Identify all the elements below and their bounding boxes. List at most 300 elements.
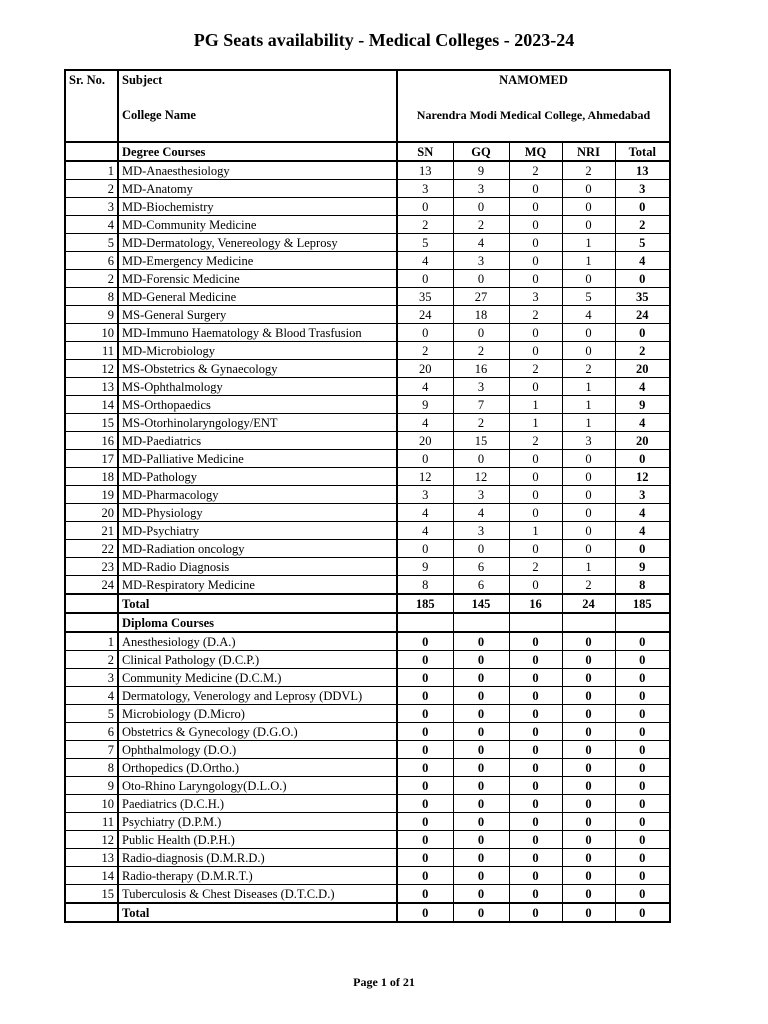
row-sr-no: 5 (65, 234, 118, 252)
row-sr-no: 23 (65, 558, 118, 576)
row-sr-no: 10 (65, 324, 118, 342)
table-row (65, 288, 670, 306)
seat-count-cell: 0 (509, 741, 562, 759)
seat-count-cell: 0 (615, 198, 670, 216)
seat-count-cell: 4 (562, 306, 615, 324)
seat-count-cell: 0 (509, 450, 562, 468)
seat-count-cell: 0 (615, 777, 670, 795)
seat-count-cell: 0 (509, 468, 562, 486)
row-sr-no: 3 (65, 669, 118, 687)
total-cell: 185 (615, 594, 670, 613)
seat-count-cell: 3 (453, 252, 509, 270)
seat-count-cell: 18 (453, 306, 509, 324)
table-row (65, 687, 670, 705)
table-row (65, 723, 670, 741)
seat-count-cell: 3 (453, 378, 509, 396)
seat-count-cell: 35 (397, 288, 453, 306)
row-sr-no: 20 (65, 504, 118, 522)
row-course-name: MD-Physiology (118, 504, 397, 522)
seat-count-cell: 0 (509, 540, 562, 558)
seat-count-cell: 0 (615, 723, 670, 741)
seat-count-cell: 0 (453, 759, 509, 777)
seat-count-cell: 0 (562, 885, 615, 904)
seat-count-cell: 0 (509, 180, 562, 198)
row-sr-no: 15 (65, 414, 118, 432)
seat-count-cell: 9 (615, 558, 670, 576)
seat-count-cell: 0 (509, 723, 562, 741)
table-row (65, 705, 670, 723)
seat-count-cell: 5 (615, 234, 670, 252)
seat-count-cell: 2 (615, 342, 670, 360)
seat-count-cell: 0 (397, 831, 453, 849)
seat-count-cell: 0 (397, 687, 453, 705)
seat-count-cell: 0 (509, 632, 562, 651)
table-row (65, 795, 670, 813)
row-course-name: Ophthalmology (D.O.) (118, 741, 397, 759)
seat-count-cell: 0 (453, 723, 509, 741)
seat-count-cell: 3 (615, 486, 670, 504)
row-sr-no: 5 (65, 705, 118, 723)
seat-count-cell: 0 (397, 669, 453, 687)
seat-count-cell: 0 (562, 831, 615, 849)
row-sr-no: 3 (65, 198, 118, 216)
seat-count-cell: 0 (615, 450, 670, 468)
seat-count-cell: 0 (453, 669, 509, 687)
seat-count-cell: 2 (509, 558, 562, 576)
seat-count-cell: 0 (615, 831, 670, 849)
institute-code: NAMOMED (397, 70, 670, 89)
seat-count-cell: 0 (509, 576, 562, 595)
seat-count-cell: 0 (562, 632, 615, 651)
seat-count-cell: 0 (397, 777, 453, 795)
row-course-name: MD-General Medicine (118, 288, 397, 306)
seat-count-cell: 4 (615, 252, 670, 270)
seat-count-cell: 0 (562, 216, 615, 234)
table-row (65, 180, 670, 198)
seat-count-cell: 0 (509, 849, 562, 867)
row-sr-no: 15 (65, 885, 118, 904)
row-course-name: MD-Anaesthesiology (118, 161, 397, 180)
seat-count-cell: 9 (397, 558, 453, 576)
seat-count-cell: 0 (562, 687, 615, 705)
seat-count-cell: 6 (453, 558, 509, 576)
row-course-name: Public Health (D.P.H.) (118, 831, 397, 849)
seat-count-cell: 0 (562, 759, 615, 777)
diploma-total-row (65, 903, 670, 922)
blank-cell (562, 613, 615, 632)
row-course-name: MD-Palliative Medicine (118, 450, 397, 468)
diploma-section-label: Diploma Courses (118, 613, 397, 632)
table-row (65, 651, 670, 669)
table-row (65, 486, 670, 504)
seat-count-cell: 4 (615, 522, 670, 540)
row-sr-no: 4 (65, 687, 118, 705)
row-course-name: Microbiology (D.Micro) (118, 705, 397, 723)
seat-count-cell: 0 (562, 705, 615, 723)
seat-count-cell: 1 (562, 414, 615, 432)
row-sr-no: 13 (65, 378, 118, 396)
table-row (65, 759, 670, 777)
row-course-name: MS-Orthopaedics (118, 396, 397, 414)
seat-count-cell: 4 (615, 378, 670, 396)
seat-count-cell: 2 (453, 216, 509, 234)
college-name-label: College Name (118, 89, 397, 142)
seat-count-cell: 0 (615, 540, 670, 558)
seat-count-cell: 2 (615, 216, 670, 234)
row-course-name: Anesthesiology (D.A.) (118, 632, 397, 651)
seat-count-cell: 0 (509, 813, 562, 831)
seat-count-cell: 0 (509, 759, 562, 777)
column-header: SN (397, 142, 453, 161)
seat-count-cell: 0 (397, 795, 453, 813)
seat-count-cell: 3 (509, 288, 562, 306)
seat-count-cell: 0 (453, 885, 509, 904)
seat-count-cell: 4 (397, 522, 453, 540)
seat-count-cell: 2 (397, 216, 453, 234)
seat-count-cell: 9 (453, 161, 509, 180)
table-row (65, 849, 670, 867)
row-course-name: Community Medicine (D.C.M.) (118, 669, 397, 687)
seat-count-cell: 0 (615, 759, 670, 777)
row-course-name: Dermatology, Venerology and Leprosy (DDVL) (118, 687, 397, 705)
seat-count-cell: 0 (509, 252, 562, 270)
seat-count-cell: 0 (453, 741, 509, 759)
row-sr-no: 2 (65, 651, 118, 669)
table-row (65, 669, 670, 687)
seat-count-cell: 0 (562, 198, 615, 216)
seat-count-cell: 0 (509, 234, 562, 252)
seat-count-cell: 1 (509, 522, 562, 540)
seat-count-cell: 9 (397, 396, 453, 414)
seat-count-cell: 0 (453, 813, 509, 831)
row-course-name: MD-Pathology (118, 468, 397, 486)
seat-count-cell: 0 (397, 885, 453, 904)
table-row (65, 813, 670, 831)
seat-count-cell: 0 (509, 831, 562, 849)
seat-count-cell: 0 (453, 831, 509, 849)
seat-count-cell: 20 (615, 360, 670, 378)
row-sr-no: 22 (65, 540, 118, 558)
seat-count-cell: 2 (453, 342, 509, 360)
seat-count-cell: 0 (453, 540, 509, 558)
table-row (65, 414, 670, 432)
row-course-name: MD-Community Medicine (118, 216, 397, 234)
degree-total-row (65, 594, 670, 613)
seat-count-cell: 2 (562, 360, 615, 378)
seat-count-cell: 20 (615, 432, 670, 450)
seat-count-cell: 0 (509, 504, 562, 522)
seat-count-cell: 0 (562, 651, 615, 669)
seat-count-cell: 0 (397, 723, 453, 741)
table-row (65, 831, 670, 849)
total-cell: 16 (509, 594, 562, 613)
seat-count-cell: 0 (615, 849, 670, 867)
seat-count-cell: 0 (509, 795, 562, 813)
seat-count-cell: 0 (562, 324, 615, 342)
row-course-name: MD-Paediatrics (118, 432, 397, 450)
seat-count-cell: 2 (509, 161, 562, 180)
table-row (65, 885, 670, 904)
seat-count-cell: 3 (453, 180, 509, 198)
seat-count-cell: 24 (615, 306, 670, 324)
row-sr-no: 4 (65, 216, 118, 234)
seat-count-cell: 0 (509, 885, 562, 904)
blank-cell (65, 594, 118, 613)
row-sr-no: 16 (65, 432, 118, 450)
seat-count-cell: 0 (453, 632, 509, 651)
seat-count-cell: 0 (397, 651, 453, 669)
seat-count-cell: 4 (615, 414, 670, 432)
seat-count-cell: 5 (562, 288, 615, 306)
seat-count-cell: 1 (509, 396, 562, 414)
table-row (65, 504, 670, 522)
row-course-name: Orthopedics (D.Ortho.) (118, 759, 397, 777)
table-row (65, 378, 670, 396)
blank-cell (65, 142, 118, 161)
table-row (65, 324, 670, 342)
row-course-name: MS-Obstetrics & Gynaecology (118, 360, 397, 378)
blank-cell (453, 613, 509, 632)
row-course-name: Paediatrics (D.C.H.) (118, 795, 397, 813)
row-sr-no: 24 (65, 576, 118, 595)
seat-count-cell: 0 (562, 486, 615, 504)
row-sr-no: 9 (65, 777, 118, 795)
seat-count-cell: 13 (397, 161, 453, 180)
seat-count-cell: 0 (562, 450, 615, 468)
table-row (65, 306, 670, 324)
seat-count-cell: 2 (453, 414, 509, 432)
seat-count-cell: 0 (509, 486, 562, 504)
seat-count-cell: 35 (615, 288, 670, 306)
seat-count-cell: 2 (509, 360, 562, 378)
seat-count-cell: 0 (453, 849, 509, 867)
seat-count-cell: 2 (562, 576, 615, 595)
seat-count-cell: 0 (509, 324, 562, 342)
seat-count-cell: 1 (562, 378, 615, 396)
blank-cell (65, 89, 118, 142)
seat-count-cell: 12 (397, 468, 453, 486)
seat-count-cell: 0 (453, 687, 509, 705)
row-course-name: MD-Respiratory Medicine (118, 576, 397, 595)
seat-count-cell: 0 (453, 198, 509, 216)
seat-count-cell: 0 (397, 324, 453, 342)
table-row (65, 867, 670, 885)
page-footer: Page 1 of 21 (353, 975, 415, 989)
blank-cell (615, 613, 670, 632)
row-sr-no: 6 (65, 723, 118, 741)
seat-count-cell: 0 (509, 669, 562, 687)
blank-cell (509, 613, 562, 632)
seat-count-cell: 0 (615, 632, 670, 651)
row-course-name: MD-Anatomy (118, 180, 397, 198)
seat-count-cell: 0 (615, 324, 670, 342)
row-sr-no: 10 (65, 795, 118, 813)
seat-count-cell: 0 (509, 198, 562, 216)
table-row (65, 198, 670, 216)
seat-count-cell: 0 (562, 270, 615, 288)
seats-table (64, 69, 671, 923)
table-row (65, 270, 670, 288)
blank-cell (65, 613, 118, 632)
seat-count-cell: 0 (562, 504, 615, 522)
row-sr-no: 11 (65, 342, 118, 360)
seat-count-cell: 0 (453, 705, 509, 723)
row-course-name: Psychiatry (D.P.M.) (118, 813, 397, 831)
seat-count-cell: 3 (397, 180, 453, 198)
seat-count-cell: 0 (562, 342, 615, 360)
seat-count-cell: 13 (615, 161, 670, 180)
seat-count-cell: 0 (562, 540, 615, 558)
row-course-name: MS-Ophthalmology (118, 378, 397, 396)
seat-count-cell: 4 (453, 504, 509, 522)
row-course-name: Clinical Pathology (D.C.P.) (118, 651, 397, 669)
seat-count-cell: 4 (397, 504, 453, 522)
seat-count-cell: 0 (615, 687, 670, 705)
seat-count-cell: 0 (453, 450, 509, 468)
seat-count-cell: 0 (615, 813, 670, 831)
row-sr-no: 2 (65, 180, 118, 198)
seat-count-cell: 0 (562, 522, 615, 540)
seat-count-cell: 0 (562, 777, 615, 795)
seat-count-cell: 1 (562, 396, 615, 414)
row-course-name: MD-Radiation oncology (118, 540, 397, 558)
seat-count-cell: 3 (615, 180, 670, 198)
seat-count-cell: 0 (562, 741, 615, 759)
seat-count-cell: 0 (615, 705, 670, 723)
degree-section-row (65, 142, 670, 161)
seat-count-cell: 0 (562, 669, 615, 687)
subject-header: Subject (118, 70, 397, 89)
seat-count-cell: 0 (509, 777, 562, 795)
table-row (65, 342, 670, 360)
seat-count-cell: 0 (453, 651, 509, 669)
total-cell: 185 (397, 594, 453, 613)
seat-count-cell: 0 (397, 705, 453, 723)
total-label: Total (118, 594, 397, 613)
seat-count-cell: 0 (397, 759, 453, 777)
seat-count-cell: 3 (562, 432, 615, 450)
column-header: MQ (509, 142, 562, 161)
seat-count-cell: 0 (397, 849, 453, 867)
seat-count-cell: 4 (615, 504, 670, 522)
table-row (65, 234, 670, 252)
seat-count-cell: 0 (397, 450, 453, 468)
row-course-name: Obstetrics & Gynecology (D.G.O.) (118, 723, 397, 741)
row-course-name: MD-Emergency Medicine (118, 252, 397, 270)
seat-count-cell: 4 (397, 378, 453, 396)
row-sr-no: 14 (65, 396, 118, 414)
row-sr-no: 18 (65, 468, 118, 486)
row-sr-no: 8 (65, 759, 118, 777)
seat-count-cell: 16 (453, 360, 509, 378)
row-sr-no: 1 (65, 632, 118, 651)
seat-count-cell: 5 (397, 234, 453, 252)
seat-count-cell: 0 (509, 342, 562, 360)
table-row (65, 450, 670, 468)
seat-count-cell: 0 (509, 651, 562, 669)
seat-count-cell: 1 (562, 558, 615, 576)
seat-count-cell: 2 (397, 342, 453, 360)
seat-count-cell: 8 (615, 576, 670, 595)
seat-count-cell: 0 (509, 687, 562, 705)
total-cell: 0 (453, 903, 509, 922)
seat-count-cell: 0 (615, 651, 670, 669)
seat-count-cell: 24 (397, 306, 453, 324)
row-course-name: Radio-therapy (D.M.R.T.) (118, 867, 397, 885)
table-row (65, 216, 670, 234)
seat-count-cell: 0 (453, 324, 509, 342)
seat-count-cell: 0 (615, 270, 670, 288)
total-cell: 0 (509, 903, 562, 922)
table-row (65, 558, 670, 576)
seat-count-cell: 0 (397, 867, 453, 885)
row-course-name: MS-Otorhinolaryngology/ENT (118, 414, 397, 432)
table-row (65, 161, 670, 180)
row-course-name: MD-Microbiology (118, 342, 397, 360)
table-row (65, 252, 670, 270)
table-row (65, 522, 670, 540)
row-course-name: MS-General Surgery (118, 306, 397, 324)
seat-count-cell: 0 (453, 270, 509, 288)
row-sr-no: 9 (65, 306, 118, 324)
row-sr-no: 1 (65, 161, 118, 180)
seat-count-cell: 0 (509, 378, 562, 396)
blank-cell (397, 613, 453, 632)
seat-count-cell: 0 (562, 795, 615, 813)
row-sr-no: 13 (65, 849, 118, 867)
table-row (65, 360, 670, 378)
seat-count-cell: 0 (615, 669, 670, 687)
row-sr-no: 14 (65, 867, 118, 885)
row-course-name: MD-Forensic Medicine (118, 270, 397, 288)
seat-count-cell: 0 (397, 198, 453, 216)
table-row (65, 777, 670, 795)
seat-count-cell: 2 (509, 306, 562, 324)
table-row (65, 432, 670, 450)
seat-count-cell: 0 (509, 216, 562, 234)
row-course-name: MD-Immuno Haematology & Blood Trasfusion (118, 324, 397, 342)
seat-count-cell: 12 (615, 468, 670, 486)
seat-count-cell: 0 (562, 468, 615, 486)
seat-count-cell: 0 (615, 795, 670, 813)
seat-count-cell: 0 (509, 270, 562, 288)
seat-count-cell: 1 (562, 234, 615, 252)
seat-count-cell: 12 (453, 468, 509, 486)
row-course-name: MD-Radio Diagnosis (118, 558, 397, 576)
row-course-name: MD-Pharmacology (118, 486, 397, 504)
row-sr-no: 11 (65, 813, 118, 831)
table-row (65, 576, 670, 595)
row-sr-no: 7 (65, 741, 118, 759)
seat-count-cell: 0 (397, 632, 453, 651)
seat-count-cell: 20 (397, 432, 453, 450)
seat-count-cell: 0 (397, 540, 453, 558)
row-sr-no: 8 (65, 288, 118, 306)
seat-count-cell: 0 (615, 741, 670, 759)
row-sr-no: 2 (65, 270, 118, 288)
column-header: Total (615, 142, 670, 161)
seat-count-cell: 0 (562, 849, 615, 867)
seat-count-cell: 2 (509, 432, 562, 450)
seat-count-cell: 0 (509, 705, 562, 723)
seat-count-cell: 9 (615, 396, 670, 414)
degree-section-label: Degree Courses (118, 142, 397, 161)
page-title: PG Seats availability - Medical Colleges - 2023-24 (193, 30, 575, 50)
seat-count-cell: 20 (397, 360, 453, 378)
table-row (65, 540, 670, 558)
total-cell: 0 (615, 903, 670, 922)
seat-count-cell: 0 (562, 723, 615, 741)
